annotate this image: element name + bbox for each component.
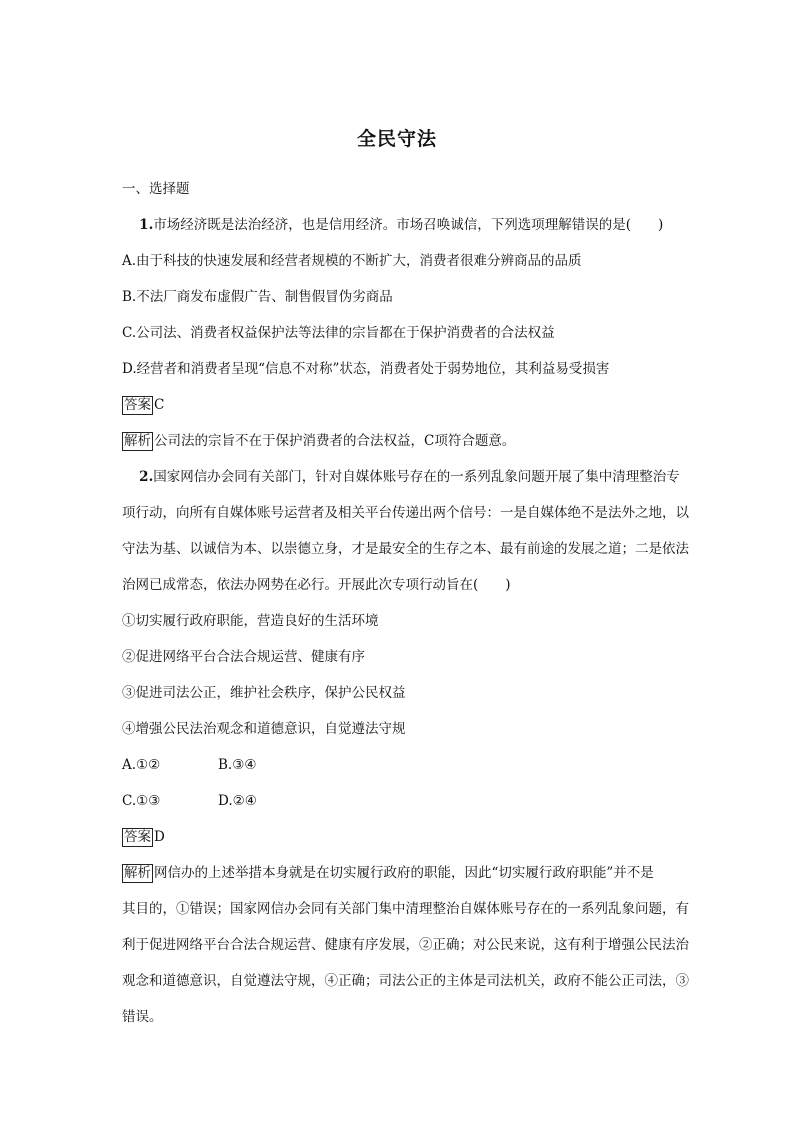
question-2-analysis-line-4: 观念和道德意识，自觉遵法守规，④正确；司法公正的主体是司法机关，政府不能公正司法，③ bbox=[122, 973, 689, 989]
question-2-answer-value: D bbox=[154, 829, 165, 845]
question-1-answer-value: C bbox=[154, 397, 165, 413]
question-1-stem bbox=[122, 207, 687, 243]
question-1-analysis-text: 公司法的宗旨不在于保护消费者的合法权益，C项符合题意。 bbox=[154, 433, 516, 449]
answer-tag: 答案 bbox=[124, 397, 151, 413]
section-heading: 一、选择题 bbox=[122, 181, 190, 197]
question-2-stem-text-1: 国家网信办会同有关部门，针对自媒体账号存在的一系列乱象问题开展了集中清理整治专 bbox=[153, 469, 680, 485]
question-1-number: 1. bbox=[139, 217, 154, 233]
question-1-analysis bbox=[122, 423, 687, 459]
question-1-text: 市场经济既是法治经济，也是信用经济。市场召唤诚信，下列选项理解错误的是( ) bbox=[153, 217, 664, 233]
question-2-statement-3: ③促进司法公正，维护社会秩序，保护公民权益 bbox=[122, 685, 406, 701]
question-2-analysis-text-1: 网信办的上述举措本身就是在切实履行政府的职能，因此“切实履行政府职能”并不是 bbox=[154, 865, 654, 881]
question-2-stem-line-1 bbox=[122, 459, 687, 495]
question-2-stem-line-4: 治网已成常态，依法办网势在必行。开展此次专项行动旨在( ) bbox=[122, 577, 511, 593]
question-2-choices-row-2 bbox=[122, 783, 687, 819]
question-1-answer bbox=[122, 387, 687, 423]
question-2-analysis-line-5: 错误。 bbox=[122, 1009, 163, 1025]
question-1-option-d: D.经营者和消费者呈现“信息不对称”状态，消费者处于弱势地位，其利益易受损害 bbox=[122, 361, 610, 377]
question-2-choice-d: D.②④ bbox=[218, 793, 257, 809]
question-2-choice-a: A.①② bbox=[122, 757, 161, 773]
question-1-option-a: A.由于科技的快速发展和经营者规模的不断扩大，消费者很难分辨商品的品质 bbox=[122, 253, 582, 269]
question-2-statement-1: ①切实履行政府职能，营造良好的生活环境 bbox=[122, 613, 379, 629]
question-2-statement-4: ④增强公民法治观念和道德意识，自觉遵法守规 bbox=[122, 721, 406, 737]
question-2-analysis-line-2: 其目的，①错误；国家网信办会同有关部门集中清理整治自媒体账号存在的一系列乱象问题，有 bbox=[122, 901, 689, 917]
question-2-choice-c: C.①③ bbox=[122, 793, 161, 809]
question-2-statement-2: ②促进网络平台合法合规运营、健康有序 bbox=[122, 649, 365, 665]
question-2-choice-b: B.③④ bbox=[218, 757, 257, 773]
question-2-analysis-line-3: 利于促进网络平台合法合规运营、健康有序发展，②正确；对公民来说，这有利于增强公民法治 bbox=[122, 937, 689, 953]
question-2-choices-row-1 bbox=[122, 747, 687, 783]
question-2-number: 2. bbox=[139, 469, 154, 485]
question-1-option-c: C.公司法、消费者权益保护法等法律的宗旨都在于保护消费者的合法权益 bbox=[122, 325, 555, 341]
question-2-analysis-line-1 bbox=[122, 855, 687, 891]
question-2-stem-line-3: 守法为基、以诚信为本、以崇德立身，才是最安全的生存之本、最有前途的发展之道；二是依法 bbox=[122, 541, 689, 557]
question-1-option-b: B.不法厂商发布虚假广告、制售假冒伪劣商品 bbox=[122, 289, 393, 305]
answer-tag: 答案 bbox=[124, 829, 151, 845]
question-2-stem-line-2: 项行动，向所有自媒体账号运营者及相关平台传递出两个信号：一是自媒体绝不是法外之地，以 bbox=[122, 505, 689, 521]
question-2-answer bbox=[122, 819, 687, 855]
analysis-tag: 解析 bbox=[124, 433, 151, 449]
page-title: 全民守法 bbox=[356, 128, 437, 150]
analysis-tag: 解析 bbox=[124, 865, 151, 881]
question-content bbox=[122, 171, 687, 1035]
